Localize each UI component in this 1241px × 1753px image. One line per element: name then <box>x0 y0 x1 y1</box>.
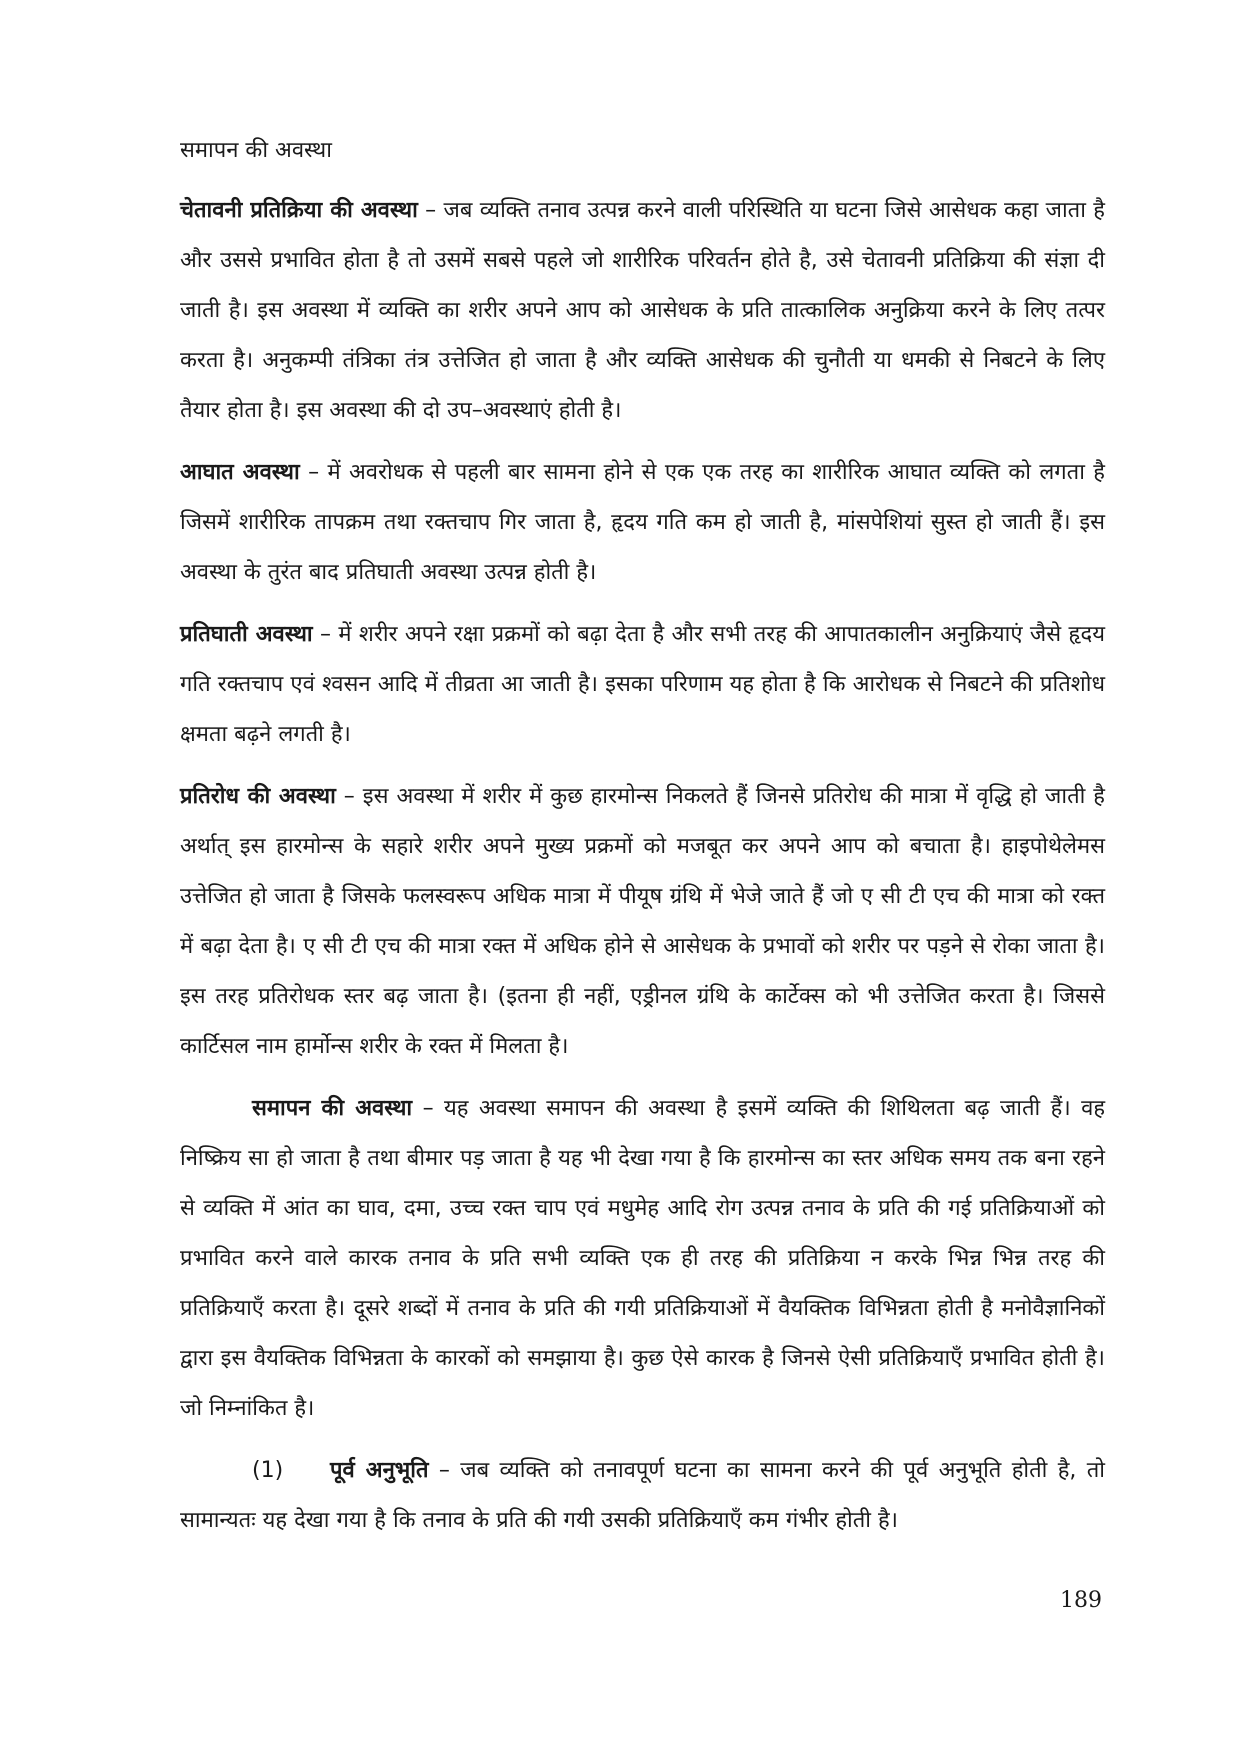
term-resistance-stage: प्रतिरोध की अवस्था <box>180 784 336 809</box>
list-number: (1) <box>252 1458 284 1483</box>
paragraph-countershock-stage <box>180 610 1105 760</box>
page-number: 189 <box>1060 1588 1102 1613</box>
paragraph-resistance-stage <box>180 772 1105 1072</box>
term-countershock-stage: प्रतिघाती अवस्था <box>180 622 313 647</box>
document-page <box>180 126 1105 1558</box>
paragraph-text: – में शरीर अपने रक्षा प्रक्रमों को बढ़ा देता है और सभी तरह की आपातकालीन अनुक्रियाएं जैसे हृदय गति रक्तचाप एवं श्वसन आदि में तीव्रता आ जाती है। इसका परिणाम यह होता है कि आरोधक से निबटने की प्रतिशोध क्षमता बढ़ने लगती है। <box>180 622 1105 747</box>
term-prior-experience: पूर्व अनुभूति <box>330 1458 429 1483</box>
list-item-prior-experience <box>180 1446 1105 1546</box>
paragraph-text: – यह अवस्था समापन की अवस्था है इसमें व्यक्ति की शिथिलता बढ़ जाती हैं। वह निष्क्रिय सा हो जाता है तथा बीमार पड़ जाता है यह भी देखा गया है कि हारमोन्स का स्तर अधिक समय तक बना रहने से व्यक्ति में आंत का घाव, दमा, उच्च रक्त चाप एवं मधुमेह आदि रोग उत्पन्न तनाव के प्रति की गई प्रतिक्रियाओं को प्रभावित करने वाले कारक तनाव के प्रति सभी व्यक्ति एक ही तरह की प्रतिक्रिया न करके भिन्न भिन्न तरह की प्रतिक्रियाएँ करता है। दूसरे शब्दों में तनाव के प्रति की गयी प्रतिक्रियाओं में वैयक्तिक विभिन्नता होती है मनोवैज्ञानिकों द्वारा इस वैयक्तिक विभिन्नता के कारकों को समझाया है। कुछ ऐसे कारक है जिनसे ऐसी प्रतिक्रियाएँ प्रभावित होती है। जो निम्नांकित है। <box>180 1096 1106 1421</box>
term-exhaustion-stage: समापन की अवस्था <box>252 1096 413 1121</box>
term-alarm-stage: चेतावनी प्रतिक्रिया की अवस्था <box>180 198 418 223</box>
paragraph-exhaustion-stage <box>180 1084 1105 1434</box>
paragraph-shock-stage <box>180 448 1105 598</box>
paragraph-text: – में अवरोधक से पहली बार सामना होने से एक एक तरह का शारीरिक आघात व्यक्ति को लगता है जिसमें शारीरिक तापक्रम तथा रक्तचाप गिर जाता है, हृदय गति कम हो जाती है, मांसपेशियां सुस्त हो जाती हैं। इस अवस्था के तुरंत बाद प्रतिघाती अवस्था उत्पन्न होती है। <box>180 460 1105 585</box>
term-shock-stage: आघात अवस्था <box>180 460 300 485</box>
list-item-text: – जब व्यक्ति को तनावपूर्ण घटना का सामना करने की पूर्व अनुभूति होती है, तो सामान्यतः यह देखा गया है कि तनाव के प्रति की गयी उसकी प्रतिक्रियाएँ कम गंभीर होती है। <box>180 1458 1105 1533</box>
paragraph-text: – जब व्यक्ति तनाव उत्पन्न करने वाली परिस्थिति या घटना जिसे आसेधक कहा जाता है और उससे प्रभावित होता है तो उसमें सबसे पहले जो शारीरिक परिवर्तन होते है, उसे चेतावनी प्रतिक्रिया की संज्ञा दी जाती है। इस अवस्था में व्यक्ति का शरीर अपने आप को आसेधक के प्रति तात्कालिक अनुक्रिया करने के लिए तत्पर करता है। अनुकम्पी तंत्रिका तंत्र उत्तेजित हो जाता है और व्यक्ति आसेधक की चुनौती या धमकी से निबटने के लिए तैयार होता है। इस अवस्था की दो उप–अवस्थाएं होती है। <box>180 198 1105 423</box>
paragraph-alarm-stage <box>180 186 1105 436</box>
paragraph-text: – इस अवस्था में शरीर में कुछ हारमोन्स निकलते हैं जिनसे प्रतिरोध की मात्रा में वृद्धि हो जाती है अर्थात् इस हारमोन्स के सहारे शरीर अपने मुख्य प्रक्रमों को मजबूत कर अपने आप को बचाता है। हाइपोथेलेमस उत्तेजित हो जाता है जिसके फलस्वरूप अधिक मात्रा में पीयूष ग्रंथि में भेजे जाते हैं जो ए सी टी एच की मात्रा को रक्त में बढ़ा देता है। ए सी टी एच की मात्रा रक्त में अधिक होने से आसेधक के प्रभावों को शरीर पर पड़ने से रोका जाता है। इस तरह प्रतिरोधक स्तर बढ़ जाता है। (इतना ही नहीं, एड्रीनल ग्रंथि के कार्टेक्स को भी उत्तेजित करता है। जिससे कार्टिसल नाम हार्मोन्स शरीर के रक्त में मिलता है। <box>180 784 1105 1059</box>
section-heading: समापन की अवस्था <box>180 138 332 163</box>
